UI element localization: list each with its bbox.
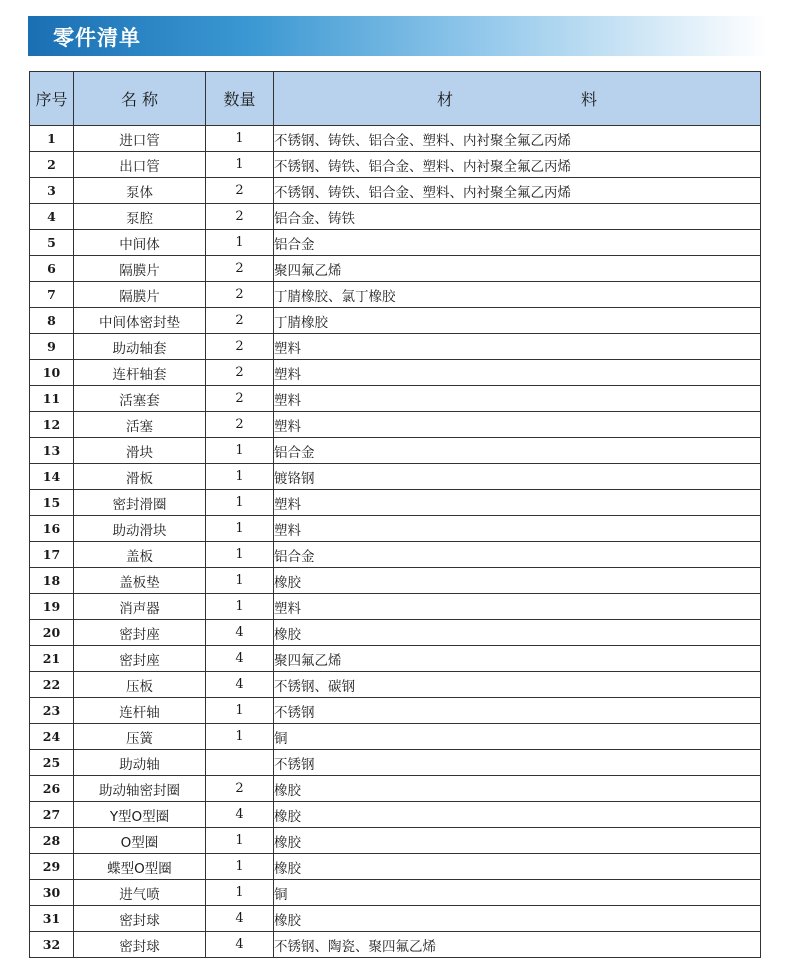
table-row [30,308,761,334]
table-row [30,334,761,360]
part-material: 镀铬钢 [274,464,761,490]
part-material: 不锈钢、铸铁、铝合金、塑料、内衬聚全氟乙丙烯 [274,178,761,204]
row-number: 21 [30,646,74,672]
table-row [30,516,761,542]
table-row [30,620,761,646]
part-material: 铝合金 [274,438,761,464]
part-material: 丁腈橡胶 [274,308,761,334]
row-number: 24 [30,724,74,750]
part-name: O型圈 [74,828,206,854]
part-name: 中间体 [74,230,206,256]
page-title: 零件清单 [53,26,141,50]
part-material: 橡胶 [274,620,761,646]
table-row [30,464,761,490]
part-material: 铜 [274,724,761,750]
part-quantity: 4 [206,620,274,646]
part-name: 进气喷 [74,880,206,906]
part-quantity: 1 [206,542,274,568]
part-name: 连杆轴套 [74,360,206,386]
table-row [30,854,761,880]
part-quantity: 2 [206,308,274,334]
row-number: 7 [30,282,74,308]
part-quantity: 1 [206,594,274,620]
table-row [30,672,761,698]
part-quantity: 2 [206,178,274,204]
part-name: 密封座 [74,620,206,646]
part-name: 密封座 [74,646,206,672]
column-header-material-left: 材 [436,90,453,109]
part-quantity: 1 [206,880,274,906]
table-row [30,438,761,464]
part-material: 塑料 [274,334,761,360]
part-material: 聚四氟乙烯 [274,646,761,672]
table-row [30,230,761,256]
part-quantity: 1 [206,126,274,152]
table-row [30,204,761,230]
part-material: 不锈钢 [274,750,761,776]
part-quantity: 2 [206,776,274,802]
column-header-material [274,72,761,126]
row-number: 8 [30,308,74,334]
part-quantity: 1 [206,490,274,516]
part-quantity: 1 [206,854,274,880]
part-name: 隔膜片 [74,282,206,308]
part-material: 塑料 [274,490,761,516]
part-name: 隔膜片 [74,256,206,282]
part-name: 密封滑圈 [74,490,206,516]
table-row [30,568,761,594]
part-material: 塑料 [274,516,761,542]
table-row [30,802,761,828]
row-number: 25 [30,750,74,776]
part-quantity: 1 [206,230,274,256]
part-name: 助动轴 [74,750,206,776]
row-number: 15 [30,490,74,516]
row-number: 18 [30,568,74,594]
row-number: 27 [30,802,74,828]
part-quantity: 1 [206,464,274,490]
row-number: 9 [30,334,74,360]
part-material: 铝合金 [274,230,761,256]
part-name: 蝶型O型圈 [74,854,206,880]
part-material: 塑料 [274,386,761,412]
table-row [30,256,761,282]
column-header-qty: 数量 [206,72,274,126]
part-quantity: 1 [206,724,274,750]
part-name: 密封球 [74,932,206,958]
part-quantity: 2 [206,386,274,412]
part-quantity: 2 [206,360,274,386]
header-row [30,72,761,126]
column-header-material-right: 料 [581,90,598,109]
part-quantity: 4 [206,932,274,958]
table-row [30,724,761,750]
table-row [30,490,761,516]
row-number: 10 [30,360,74,386]
part-quantity: 4 [206,906,274,932]
column-header-num: 序号 [30,72,74,126]
table-row [30,178,761,204]
part-name: 盖板 [74,542,206,568]
table-row [30,776,761,802]
row-number: 23 [30,698,74,724]
table-body [30,126,761,958]
part-material: 橡胶 [274,854,761,880]
table-row [30,698,761,724]
part-quantity: 4 [206,802,274,828]
table-row [30,386,761,412]
row-number: 3 [30,178,74,204]
part-quantity: 1 [206,568,274,594]
part-name: 密封球 [74,906,206,932]
row-number: 29 [30,854,74,880]
part-quantity: 1 [206,152,274,178]
part-material: 塑料 [274,360,761,386]
table-row [30,880,761,906]
part-name: 活塞 [74,412,206,438]
part-material: 不锈钢、陶瓷、聚四氟乙烯 [274,932,761,958]
row-number: 11 [30,386,74,412]
row-number: 14 [30,464,74,490]
part-quantity: 1 [206,828,274,854]
part-quantity: 4 [206,646,274,672]
part-quantity: 4 [206,672,274,698]
part-material: 塑料 [274,412,761,438]
part-name: 助动轴密封圈 [74,776,206,802]
part-name: 中间体密封垫 [74,308,206,334]
row-number: 13 [30,438,74,464]
section-banner [28,16,768,56]
table-row [30,750,761,776]
part-material: 铝合金 [274,542,761,568]
table-row [30,152,761,178]
part-material: 橡胶 [274,568,761,594]
table-row [30,542,761,568]
part-name: 滑块 [74,438,206,464]
table-row [30,646,761,672]
part-quantity: 1 [206,516,274,542]
row-number: 32 [30,932,74,958]
column-header-name: 名 称 [74,72,206,126]
part-quantity: 2 [206,256,274,282]
part-name: 助动滑块 [74,516,206,542]
part-name: 出口管 [74,152,206,178]
part-name: 滑板 [74,464,206,490]
part-material: 铜 [274,880,761,906]
row-number: 26 [30,776,74,802]
row-number: 5 [30,230,74,256]
table-row [30,360,761,386]
part-quantity: 2 [206,412,274,438]
row-number: 16 [30,516,74,542]
part-name: 连杆轴 [74,698,206,724]
part-name: 泵腔 [74,204,206,230]
part-name: 助动轴套 [74,334,206,360]
row-number: 12 [30,412,74,438]
row-number: 31 [30,906,74,932]
part-material: 不锈钢、铸铁、铝合金、塑料、内衬聚全氟乙丙烯 [274,152,761,178]
row-number: 17 [30,542,74,568]
part-material: 不锈钢 [274,698,761,724]
part-name: 盖板垫 [74,568,206,594]
table-header [30,72,761,126]
table-row [30,594,761,620]
row-number: 4 [30,204,74,230]
part-name: 压板 [74,672,206,698]
part-material: 聚四氟乙烯 [274,256,761,282]
row-number: 28 [30,828,74,854]
row-number: 22 [30,672,74,698]
part-name: 泵体 [74,178,206,204]
part-quantity [206,750,274,776]
table-row [30,282,761,308]
part-name: 消声器 [74,594,206,620]
table-row [30,126,761,152]
part-name: Y型O型圈 [74,802,206,828]
table-row [30,412,761,438]
row-number: 19 [30,594,74,620]
parts-table [29,71,761,958]
part-material: 不锈钢、铸铁、铝合金、塑料、内衬聚全氟乙丙烯 [274,126,761,152]
part-material: 橡胶 [274,828,761,854]
part-material: 橡胶 [274,776,761,802]
row-number: 2 [30,152,74,178]
part-material: 橡胶 [274,802,761,828]
part-quantity: 2 [206,204,274,230]
part-quantity: 2 [206,282,274,308]
part-material: 不锈钢、碳钢 [274,672,761,698]
row-number: 6 [30,256,74,282]
table-row [30,828,761,854]
part-name: 活塞套 [74,386,206,412]
table-row [30,906,761,932]
table-row [30,932,761,958]
part-material: 橡胶 [274,906,761,932]
part-name: 进口管 [74,126,206,152]
part-material: 丁腈橡胶、氯丁橡胶 [274,282,761,308]
part-quantity: 1 [206,698,274,724]
row-number: 20 [30,620,74,646]
part-material: 塑料 [274,594,761,620]
part-quantity: 1 [206,438,274,464]
part-name: 压簧 [74,724,206,750]
part-quantity: 2 [206,334,274,360]
part-material: 铝合金、铸铁 [274,204,761,230]
row-number: 30 [30,880,74,906]
row-number: 1 [30,126,74,152]
